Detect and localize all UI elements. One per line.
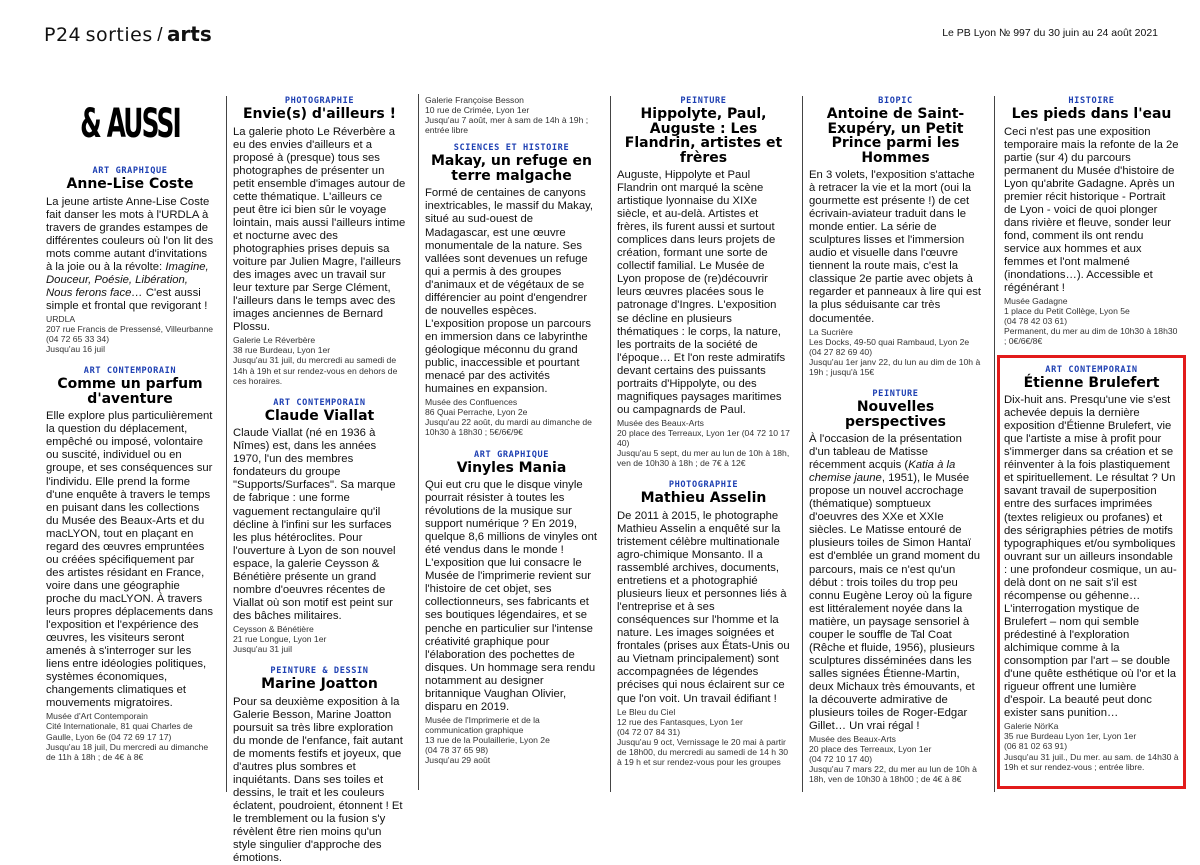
venue-phone: (04 78 37 65 98) bbox=[425, 745, 489, 756]
venue-name: La Sucrière bbox=[809, 326, 853, 337]
article-body: Pour sa deuxième exposition à la Galerie Besson, Marine Joatton poursuit sa très libre exploration du monde de l'enfance, fait autant de moments festifs et joyeux, que d'autres plus sombres et inquiétants. Dans ses toiles et dessins, le trait et les couleurs éclatent, poudroient, étonnent ! Et le tremblement ou la fusion s'y révèlent être rien moins qu'un style singulier d'approche des émotions. bbox=[233, 695, 403, 865]
venue-address: 1 place du Petit Collège, Lyon 5e bbox=[1004, 306, 1130, 317]
venue-dates: Jusqu'au 22 août, du mardi au dimanche de 10h30 à 18h30 ; 5€/6€/9€ bbox=[425, 417, 592, 438]
article-kicker: ART CONTEMPORAIN bbox=[1045, 364, 1138, 375]
venue-dates: Jusqu'au 31 juil, du mercredi au samedi de 14h à 19h et sur rendez-vous en dehors de ces horaires. bbox=[233, 355, 398, 386]
article-anne-lise-coste bbox=[46, 166, 214, 354]
venue-name: Musée des Confluences bbox=[425, 397, 518, 408]
venue-dates: Jusqu'au 5 sept, du mer au lun de 10h à 18h, ven de 10h30 à 18h ; de 7€ à 12€ bbox=[617, 448, 790, 469]
article-body: La jeune artiste Anne-Lise Coste fait danser les mots à l'URDLA à travers de grandes estampes de différentes couleurs où l'on lit des mots comme autant d'invitations à la joie ou à la révolte: Imagine, Douceur, Poésie, Libération, Nous ferons face… C'est aussi simple et frontal que revigorant ! bbox=[46, 195, 214, 312]
venue-dates: Jusqu'au 29 août bbox=[425, 755, 491, 766]
article-mathieu-asselin bbox=[617, 480, 790, 767]
article-body: La galerie photo Le Réverbère a eu des envies d'ailleurs et a proposé à (presque) tous ses photographes de présenter un petit ensemble d'images autour de cette thématique. L'ailleurs ce peut être ici bien sûr le voyage lointain, mais aussi l'ailleurs intime et nocturne avec des photographies prises depuis sa voiture par Julien Magre, l'ailleurs des images avec un travail sur leur texture par Serge Clément, l'ailleurs dans le temps avec des images anciennes de Bernard Plossu. bbox=[233, 125, 406, 334]
article-title: Nouvelles perspectives bbox=[844, 399, 946, 430]
venue-address: 10 rue de Crimée, Lyon 1er bbox=[425, 105, 530, 116]
article-body: Claude Viallat (né en 1936 à Nîmes) est, dans les années 1970, l'un des membres fondateurs du groupe "Supports/Surfaces". Sa marque de fabrique : une forme vaguement rectangulaire qu'il décline à l'infini sur les surfaces les plus hétéroclites. Pour l'ouverture à Lyon de son nouvel espace, la galerie Ceysson & Bénétière présente un grand nombre d'oeuvres récentes de Viallat où son motif est peint sur des bâches militaires. bbox=[233, 427, 396, 622]
column-6 bbox=[994, 96, 1188, 792]
venue-dates: Jusqu'au 31 juil bbox=[233, 644, 292, 655]
article-info bbox=[425, 397, 598, 437]
article-title: Étienne Brulefert bbox=[1023, 374, 1160, 391]
issue-info: Le PB Lyon № 997 du 30 juin au 24 août 2021 bbox=[942, 27, 1158, 39]
column-3 bbox=[418, 94, 604, 790]
article-kicker: BIOPIC bbox=[878, 96, 913, 106]
venue-dates: Jusqu'au 16 juil bbox=[46, 344, 105, 355]
article-nouvelles-perspectives bbox=[809, 389, 982, 785]
article-body: Formé de centaines de canyons inextricables, le massif du Makay, situé au sud-ouest de Madagascar, est une œuvre monumentale de la nature. Ses vallées sont devenues un refuge qui a permis à des groupes d'animaux et de végétaux de se différencier au point d'engendrer de nouvelles espèces. L'exposition propose un parcours en immersion dans ce labyrinthe géologique méconnu du grand public, inaccessible et pourtant menacé par des activités humaines en expansion. bbox=[425, 187, 594, 396]
article-info bbox=[809, 327, 982, 377]
article-body: Auguste, Hippolyte et Paul Flandrin ont marqué la scène artistique lyonnaise du XIXe siècle, et au-delà. Artistes et frères, ils furent aussi et surtout complices dans leurs projets de création, formant une sorte de collectif familial. Le Musée de Lyon propose de (re)découvrir leurs œuvres placées sous le patronage d'Ingres. L'exposition se décline en plusieurs thématiques : le corps, la nature, les portraits de la société de l'époque… Et l'on reste admiratifs devant certains des puissants portraits d'Hippolyte, ou des magnifiques paysages maritimes ou campagnards de Paul. bbox=[617, 169, 786, 416]
venue-dates: Jusqu'au 7 mars 22, du mer au lun de 10h à 18h, ven de 10h30 à 18h00 ; de 4€ à 8€ bbox=[809, 764, 977, 785]
article-kicker: ART CONTEMPORAIN bbox=[83, 366, 177, 377]
article-body: En 3 volets, l'exposition s'attache à retracer la vie et la mort (oui la gourmette est présente !) de cet écrivain-aviateur traduit dans le monde entier. La série de sculptures lisses et l'immersion audio et visuelle dans l'œuvre tiennent la route mais, c'est la classique 2e partie avec objets à regarder et panneaux à lire qui est la plus séduisante car très documentée. bbox=[809, 169, 982, 325]
article-etienne-brulefert bbox=[1004, 365, 1179, 772]
article-title: Makay, un refuge en terre malgache bbox=[430, 153, 593, 184]
article-title: Claude Viallat bbox=[264, 407, 375, 424]
article-title: Envie(s) d'ailleurs ! bbox=[242, 106, 397, 122]
article-title: Mathieu Asselin bbox=[640, 490, 767, 507]
venue-address: 35 rue Burdeau Lyon 1er, Lyon 1er bbox=[1004, 731, 1137, 742]
article-comme-un-parfum bbox=[46, 366, 214, 762]
venue-phone: (04 78 42 03 61) bbox=[1004, 316, 1068, 327]
article-les-pieds-dans-leau bbox=[1004, 96, 1179, 347]
venue-address: 207 rue Francis de Pressensé, Villeurbanne (04 72 65 33 34) bbox=[46, 324, 214, 345]
column-2 bbox=[226, 96, 412, 865]
article-body: De 2011 à 2015, le photographe Mathieu Asselin a enquêté sur la tristement célèbre multinationale agro-chimique Monsanto. Il a rassemblé archives, documents, entretiens et a photographié plusieurs lieux et personnes liés à l'entreprise et à ses conséquences sur l'homme et la nature. Les images soignées et frontales (prises aux États-Unis ou au Vietnam principalement) sont accompagnées de légendes précises qui nous éclairent sur ce que l'on voit. Un travail édifiant ! bbox=[617, 509, 790, 705]
venue-dates: Jusqu'au 7 août, mer à sam de 14h à 19h ; entrée libre bbox=[425, 115, 589, 136]
venue-phone: (04 72 10 17 40) bbox=[809, 754, 873, 765]
article-body: Ceci n'est pas une exposition temporaire mais la refonte de la 2e partie (sur 4) du parcours permanent du Musée d'histoire de Lyon qu'abrite Gadagne. Après un premier récit historique - Portrait de Lyon - voici de quoi plonger dans rivière et fleuve, sonder leur fond, comment ils ont rendu service aux hommes et aux femmes et l'ont malmené (inondations…). Accessible et régénérant ! bbox=[1004, 125, 1179, 295]
venue-name: Musée d'Art Contemporain bbox=[46, 711, 148, 722]
venue-dates: Jusqu'au 31 juil., Du mer. au sam. de 14h30 à 19h et sur rendez-vous ; entrée libre. bbox=[1004, 751, 1179, 772]
article-envies-dailleurs bbox=[233, 96, 406, 386]
article-info bbox=[1004, 296, 1179, 346]
venue-address: 21 rue Longue, Lyon 1er bbox=[233, 634, 327, 645]
venue-dates: Permanent, du mer au dim de 10h30 à 18h30 ; 0€/6€/8€ bbox=[1004, 326, 1178, 347]
venue-name: Le Bleu du Ciel bbox=[617, 706, 676, 717]
venue-name: Musée Gadagne bbox=[1004, 296, 1068, 307]
article-title: Les pieds dans l'eau bbox=[1011, 106, 1172, 122]
aussi-title: & AUSSI bbox=[80, 101, 180, 147]
article-title: Marine Joatton bbox=[261, 676, 378, 693]
article-info bbox=[425, 715, 598, 765]
venue-address: Cité Internationale, 81 quai Charles de Gaulle, Lyon 6e (04 72 69 17 17) bbox=[46, 721, 193, 742]
article-kicker: HISTOIRE bbox=[1068, 96, 1115, 106]
article-kicker: SCIENCES ET HISTOIRE bbox=[453, 143, 570, 154]
article-kicker: ART CONTEMPORAIN bbox=[273, 397, 366, 408]
venue-name: Galerie Le Réverbère bbox=[233, 335, 316, 346]
article-kicker: ART GRAPHIQUE bbox=[473, 449, 550, 460]
section-heading bbox=[44, 22, 212, 47]
article-joatton-info bbox=[425, 95, 598, 135]
article-marine-joatton bbox=[233, 666, 406, 865]
article-title: Vinyles Mania bbox=[456, 459, 567, 476]
article-kicker: PEINTURE bbox=[680, 96, 727, 106]
article-info bbox=[617, 418, 790, 468]
page-number: P24 bbox=[44, 24, 82, 46]
venue-name: Ceysson & Bénétière bbox=[233, 623, 314, 634]
article-kicker: PEINTURE bbox=[872, 389, 919, 400]
venue-dates: Jusqu'au 9 oct, Vernissage le 20 mai à partir de 18h00, du mercredi au samedi de 14 h 30 à 19 h et sur rendez-vous pour les groupes bbox=[617, 736, 789, 768]
article-info bbox=[1004, 721, 1179, 771]
article-info bbox=[233, 335, 406, 385]
venue-address: 38 rue Burdeau, Lyon 1er bbox=[233, 345, 331, 356]
venue-phone: (04 72 07 84 31) bbox=[617, 726, 681, 737]
article-title: Comme un parfum d'aventure bbox=[57, 376, 203, 407]
venue-name: Musée de l'Imprimerie et de la communication graphique bbox=[425, 714, 540, 735]
article-body: À l'occasion de la présentation d'un tableau de Matisse récemment acquis (Katia à la chemise jaune, 1951), le Musée propose un nouvel accrochage (thématique) somptueux d'oeuvres des XXe et XXIe siècles. Le Matisse entouré de plusieurs toiles de Simon Hantaï est d'emblée un grand moment du parcours, mais ce n'est qu'un début : trois toiles du trop peu connu Eugène Leroy où la figure est littéralement noyée dans la matière, un paysage sensoriel à couper le souffle de Tal Coat (Rêche et fluide, 1956), plusieurs sculptures disséminées dans les salles signées Étienne-Martin, deux Michaux très émouvants, et la découverte admirative de plusieurs toiles de Roger-Edgar Gillet… Un vrai régal ! bbox=[809, 433, 981, 733]
article-info bbox=[233, 624, 406, 654]
article-info bbox=[617, 707, 790, 768]
venue-address: 20 place des Terreaux, Lyon 1er bbox=[809, 744, 932, 755]
venue-address: 13 rue de la Poulaillerie, Lyon 2e bbox=[425, 735, 550, 746]
article-title: Hippolyte, Paul, Auguste : Les Flandrin, artistes et frères bbox=[624, 106, 783, 166]
section-separator: / bbox=[157, 25, 163, 46]
article-info bbox=[809, 734, 982, 784]
venue-address: 20 place des Terreaux, Lyon 1er (04 72 10 17 40) bbox=[617, 427, 790, 449]
column-4 bbox=[610, 96, 796, 792]
sub-section-name: arts bbox=[166, 22, 212, 46]
venue-name: Galerie NörKa bbox=[1004, 721, 1059, 732]
venue-dates: Jusqu'au 1er janv 22, du lun au dim de 10h à 19h ; jusqu'à 15€ bbox=[809, 356, 981, 377]
venue-name: Musée des Beaux-Arts bbox=[617, 417, 704, 428]
article-body: Qui eut cru que le disque vinyle pourrait résister à toutes les révolutions de la musique sur support numérique ? En 2019, quelque 8,6 millions de vinyles ont été vendus dans le monde ! L'exposition que lui consacre le Musée de l'imprimerie revient sur l'histoire de cet objet, ses collectionneurs, ses fabricants et ses boutiques légendaires, et se penche en particulier sur l'intense créativité graphique pour l'élaboration des pochettes de disques. Un hommage sera rendu notamment au designer britannique Vaughan Olivier, disparu en 2019. bbox=[425, 479, 598, 713]
venue-name: Galerie Françoise Besson bbox=[425, 95, 524, 105]
article-claude-viallat bbox=[233, 398, 406, 654]
article-kicker: ART GRAPHIQUE bbox=[92, 166, 168, 176]
venue-address: 86 Quai Perrache, Lyon 2e bbox=[425, 407, 528, 418]
article-kicker: PHOTOGRAPHIE bbox=[668, 480, 739, 491]
article-title: Antoine de Saint-Exupéry, un Petit Prince parmi les Hommes bbox=[826, 106, 965, 166]
article-title: Anne-Lise Coste bbox=[66, 176, 194, 192]
article-saint-exupery bbox=[809, 96, 982, 377]
venue-address: Les Docks, 49-50 quai Rambaud, Lyon 2e (04 27 82 69 40) bbox=[809, 336, 970, 357]
column-5 bbox=[802, 96, 988, 792]
article-kicker: PHOTOGRAPHIE bbox=[284, 96, 355, 106]
article-info bbox=[425, 95, 598, 135]
article-makay bbox=[425, 143, 598, 437]
column-1 bbox=[40, 96, 220, 792]
venue-phone: (06 81 02 63 91) bbox=[1004, 741, 1068, 752]
article-kicker: PEINTURE & DESSIN bbox=[270, 666, 369, 677]
venue-address: 12 rue des Fantasques, Lyon 1er bbox=[617, 716, 743, 727]
page-header bbox=[44, 22, 1158, 46]
venue-name: Musée des Beaux-Arts bbox=[809, 734, 896, 745]
article-body: Elle explore plus particulièrement la question du déplacement, empêché ou imposé, volontaire ou suscité, individuel ou en groupe, et ses conséquences sur l'individu. Elle prend la forme d'une enquête à travers le temps en puisant dans les collections du Musée des Beaux-Arts et du macLYON, tout en plaçant en regard des œuvres empruntées ou créées spécifiquement par des artistes résidant en France, voire dans une géographie proche du macLYON. À travers leurs propres déplacements dans l'exposition et l'expérience des œuvres, les visiteurs seront amenés à s'interroger sur les liens entre idéologies politiques, systèmes économiques, changements climatiques et mouvements migratoires. bbox=[46, 410, 214, 710]
article-body: Dix-huit ans. Presqu'une vie s'est achevée depuis la dernière exposition d'Étienne Brulefert, vie que l'artiste a mise à profit pour s'immerger dans sa création et se réinventer à la fois plastiquement et spirituellement. Le résultat ? Un savant travail de superposition entre des surfaces imprimées (textes religieux ou profanes) et des sérigraphies pétries de motifs typographiques et/ou symboliques ouvrant sur un ailleurs insondable : une profondeur cosmique, un au-delà dont on ne sait s'il est récompense ou géhenne… L'interrogation mystique de Brulefert – nom qui semble prédestiné à l'exploration alchimique comme à la consomption par l'art – se double d'une quête esthétique où l'or et la rigueur offrent une lumière d'espoir. La beauté peut donc exister sans punition… bbox=[1004, 394, 1177, 720]
article-vinyles-mania bbox=[425, 450, 598, 766]
article-info bbox=[46, 711, 214, 761]
section-name: sorties bbox=[85, 24, 153, 46]
venue-dates: Jusqu'au 18 juil, Du mercredi au dimanche de 11h à 18h ; de 4€ à 8€ bbox=[46, 741, 209, 762]
article-info bbox=[46, 314, 214, 354]
article-flandrin bbox=[617, 96, 790, 468]
venue-name: URDLA bbox=[46, 313, 76, 324]
